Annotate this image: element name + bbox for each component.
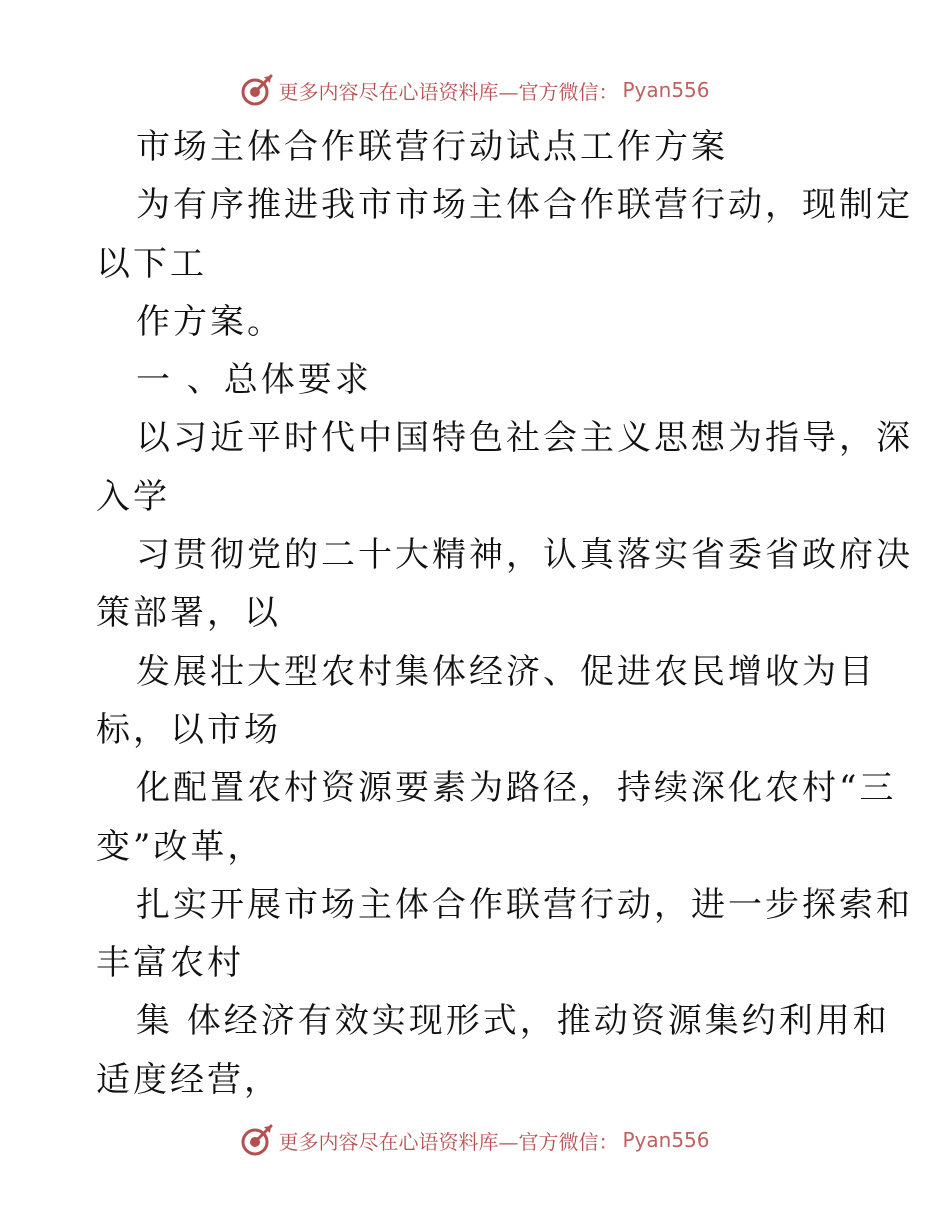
quill-pen-logo-icon [240,73,274,107]
watermark-brand: Pyan556 [622,78,710,102]
paragraph-line: 作方案。 [136,301,284,342]
paragraph-line: 以习近平时代中国特色社会主义思想为指导，深 [136,418,913,459]
paragraph-line: 为有序推进我市市场主体合作联营行动，现制定 [136,185,913,226]
section-heading: 一 、总体要求 [136,360,372,401]
quill-pen-logo-icon [240,1123,274,1157]
watermark-text: 更多内容尽在心语资料库—官方微信： [278,79,619,104]
header-watermark [0,70,950,110]
watermark-brand: Pyan556 [622,1128,710,1152]
paragraph-line: 策部署，以 [96,593,281,634]
document-title: 市场主体合作联营行动试点工作方案 [136,127,728,167]
paragraph-line: 习贯彻党的二十大精神，认真落实省委省政府决 [136,535,913,576]
paragraph-line: 集 体经济有效实现形式，推动资源集约利用和 [136,1001,890,1042]
paragraph-line: 丰富农村 [96,943,244,984]
paragraph-line: 发展壮大型农村集体经济、促进农民增收为目 [136,651,876,692]
paragraph-line: 以下工 [96,243,207,284]
watermark-text: 更多内容尽在心语资料库—官方微信： [278,1129,619,1154]
paragraph-line: 标，以市场 [96,709,281,750]
footer-watermark [0,1120,950,1160]
paragraph-line: 变”改革， [96,826,265,867]
paragraph-line: 扎实开展市场主体合作联营行动，进一步探索和 [136,884,913,925]
paragraph-line: 适度经营， [96,1059,281,1100]
document-body [0,118,950,1109]
paragraph-line: 化配置农村资源要素为路径，持续深化农村“三 [136,768,897,809]
paragraph-line: 入学 [96,476,170,517]
